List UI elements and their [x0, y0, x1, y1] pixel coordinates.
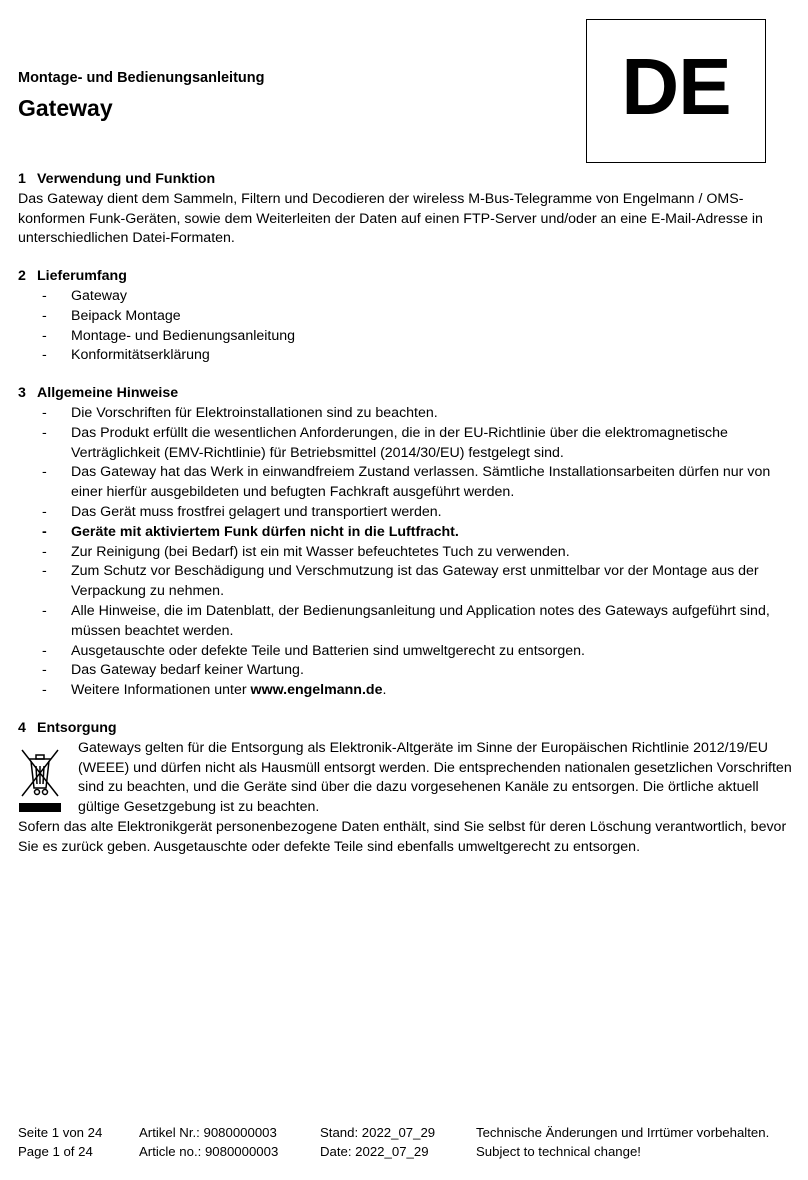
list-item-more-info	[18, 681, 794, 701]
more-info-text: Weitere Informationen unter	[71, 682, 251, 699]
disclaimer: Subject to technical change!	[476, 1143, 641, 1159]
list-item: - Ausgetauschte oder defekte Teile und Batterien sind umweltgerecht zu entsorgen.	[18, 642, 794, 662]
section-number: 4	[18, 719, 26, 736]
list-item: - Zum Schutz vor Beschädigung und Verschmutzung ist das Gateway erst unmittelbar vor der Montage aus der Verpackung zu nehmen.	[18, 562, 794, 602]
section-heading	[18, 267, 794, 287]
disposal-block	[18, 739, 794, 818]
list-item: - Konformitätserklärung	[18, 346, 794, 366]
language-code: DE	[621, 42, 731, 131]
section-title: Verwendung und Funktion	[37, 171, 216, 187]
list-item: - Alle Hinweise, die im Datenblatt, der Bedienungsanleitung und Application notes des Gateways aufgeführt sind, müssen beachtet werden.	[18, 602, 794, 642]
disclaimer: Technische Änderungen und Irrtümer vorbehalten.	[476, 1125, 770, 1140]
weee-crossed-bin-icon	[18, 744, 62, 814]
list-item: - Zur Reinigung (bei Bedarf) ist ein mit Wasser befeuchtetes Tuch zu verwenden.	[18, 543, 794, 563]
page-footer	[18, 1124, 798, 1161]
list-item: - Das Gerät muss frostfrei gelagert und transportiert werden.	[18, 503, 794, 523]
section-usage	[18, 170, 794, 249]
section-heading	[18, 384, 794, 404]
section-number: 1	[18, 171, 26, 187]
list-item: - Gateway	[18, 287, 794, 307]
section-title: Entsorgung	[37, 719, 117, 736]
more-info-suffix: .	[382, 682, 387, 699]
section-delivery-scope	[18, 267, 794, 366]
list-item: - Beipack Montage	[18, 307, 794, 327]
revision-date: Stand: 2022_07_29	[320, 1125, 436, 1140]
disposal-text: Gateways gelten für die Entsorgung als Elektronik-Altgeräte im Sinne der Europäischen Richtlinie 2012/19/EU (WEEE) und dürfen nicht als Hausmüll entsorgt werden. Die entsprechenden nationalen gesetzlichen Vorschriften sind zu beachten, und die Geräte sind über die dazu vorgesehenen Kanäle zu entsorgen. Die örtliche aktuell gültige Gesetzgebung ist zu beachten.	[78, 739, 792, 816]
footer-row-de	[18, 1124, 798, 1143]
website-link[interactable]: www.engelmann.de	[250, 682, 383, 699]
language-box	[586, 19, 766, 163]
list-item: - Das Produkt erfüllt die wesentlichen Anforderungen, die in der EU-Richtlinie über die elektromagnetische Verträglichkeit (EMV-Richtlinie) für Betriebsmittel (2014/30/EU) festgelegt sind.	[18, 424, 794, 464]
section-number: 2	[18, 268, 26, 285]
data-deletion-text: Sofern das alte Elektronikgerät personenbezogene Daten enthält, sind Sie selbst für deren Löschung verantwortlich, bevor Sie es zurück geben. Ausgetauschte oder defekte Teile sind ebenfalls umweltgerecht zu entsorgen.	[18, 818, 787, 855]
section-title: Lieferumfang	[37, 268, 127, 285]
list-item: - Montage- und Bedienungsanleitung	[18, 327, 794, 347]
section-general-notes	[18, 384, 794, 701]
section-number: 3	[18, 385, 26, 402]
revision-date: Date: 2022_07_29	[320, 1143, 429, 1159]
list-item-warning: - Geräte mit aktiviertem Funk dürfen nicht in die Luftfracht.	[18, 523, 794, 543]
section-title: Allgemeine Hinweise	[37, 385, 179, 402]
article-number: Artikel Nr.: 9080000003	[139, 1125, 277, 1140]
list-item: - Das Gateway bedarf keiner Wartung.	[18, 661, 794, 681]
list-item: - Die Vorschriften für Elektroinstallationen sind zu beachten.	[18, 404, 794, 424]
page-number: Seite 1 von 24	[18, 1125, 103, 1140]
section-text: Das Gateway dient dem Sammeln, Filtern und Decodieren der wireless M-Bus-Telegramme von Engelmann / OMS-konformen Funk-Geräten, sowie dem Weiterleiten der Daten auf einen FTP-Server und/oder an eine E-Mail-Adresse in unterschiedlichen Datei-Formaten.	[18, 190, 763, 247]
notes-list	[18, 404, 794, 701]
section-disposal	[18, 719, 794, 858]
section-heading	[18, 719, 794, 739]
document-subtitle: Montage- und Bedienungsanleitung	[18, 70, 265, 86]
document-title: Gateway	[18, 95, 113, 121]
delivery-list	[18, 287, 794, 366]
page-number: Page 1 of 24	[18, 1143, 93, 1159]
list-item: - Das Gateway hat das Werk in einwandfreiem Zustand verlassen. Sämtliche Installationsarbeiten dürfen nur von einer hierfür ausgebildeten und befugten Fachkraft ausgeführt werden.	[18, 463, 794, 503]
document-body	[18, 170, 794, 876]
section-heading	[18, 170, 794, 190]
article-number: Article no.: 9080000003	[139, 1143, 279, 1159]
footer-row-en	[18, 1143, 798, 1162]
